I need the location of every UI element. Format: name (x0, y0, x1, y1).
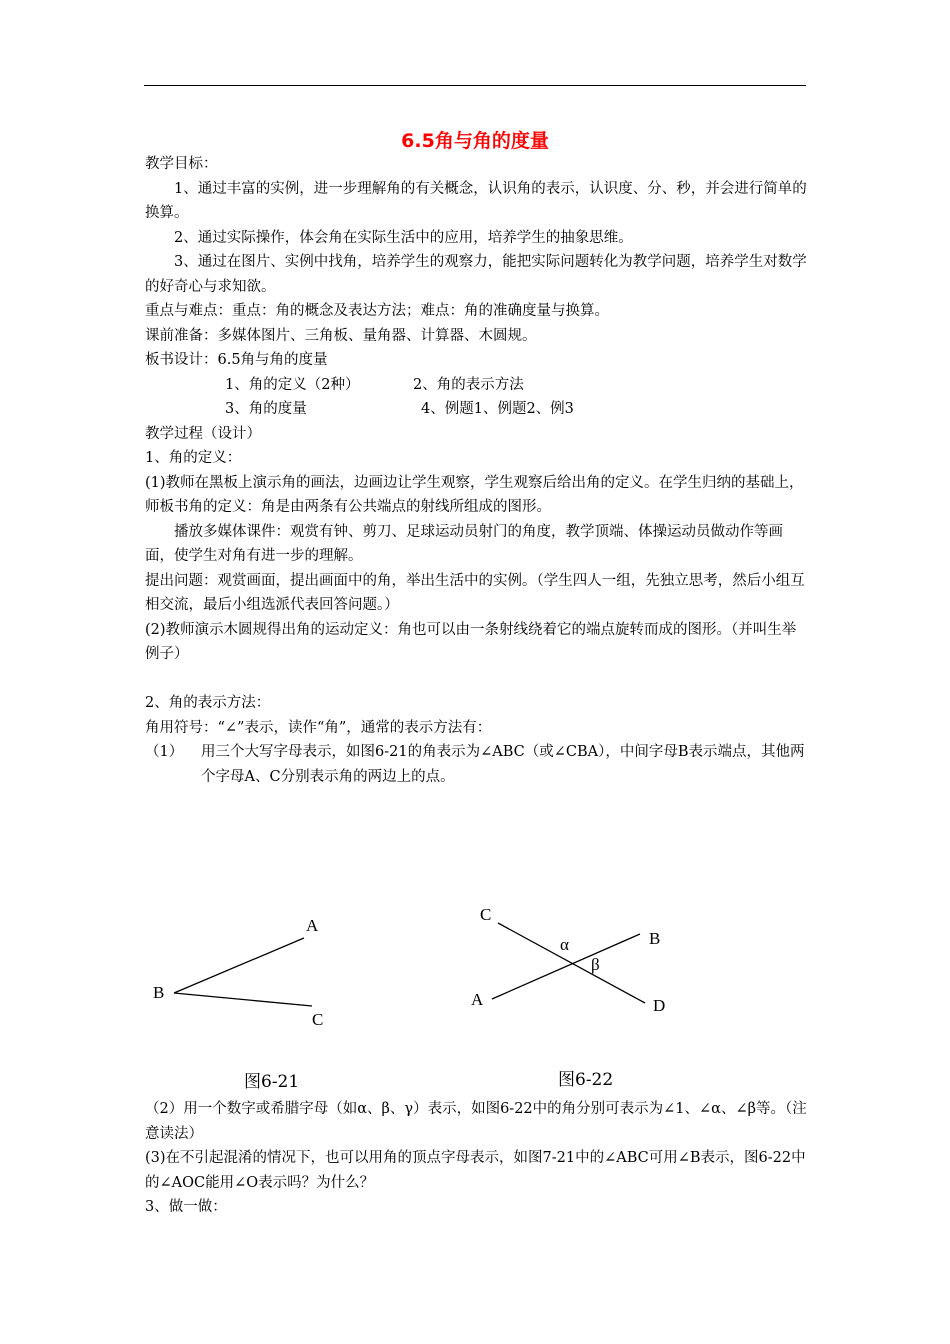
section-1-heading: 1、角的定义： (145, 450, 242, 466)
fig2-label-a: A (471, 990, 484, 1009)
header-rule (144, 85, 806, 86)
section-1-para-2: 播放多媒体课件：观赏有钟、剪刀、足球运动员射门的角度，教学顶端、体操运动员做动作等画面，使学生对角有进一步的理解。 (145, 523, 783, 564)
document-body-continued (145, 1097, 809, 1220)
section-3-heading: 3、做一做： (145, 1199, 227, 1215)
item-1-label: （1） (145, 744, 184, 760)
board-item-3: 3、角的度量 (225, 401, 307, 417)
section-2-symbol: 角用符号：“∠”表示，读作“角”，通常的表示方法有： (145, 719, 492, 736)
board-row-1 (145, 373, 809, 398)
fig2-line-cd (498, 923, 645, 1003)
section-2-item-2: （2）用一个数字或希腊字母（如α、β、γ）表示，如图6-22中的角分别可表示为∠1、∠α、∠β等。（注意读法） (145, 1101, 807, 1142)
fig2-caption: 图6-22 (558, 1070, 614, 1090)
key-points: 重点与难点：重点：角的概念及表达方法；难点：角的准确度量与换算。 (145, 303, 609, 319)
goal-1: 1、通过丰富的实例，进一步理解角的有关概念，认识角的表示，认识度、分、秒，并会进行简单的换算。 (145, 180, 807, 221)
fig2-label-beta: β (591, 955, 600, 974)
fig2-label-alpha: α (560, 935, 569, 954)
goal-3: 3、通过在图片、实例中找角，培养学生的观察力，能把实际问题转化为教学问题，培养学生对数学的好奇心与求知欲。 (145, 254, 807, 295)
page-title: 6.5角与角的度量 (401, 130, 549, 152)
fig1-label-a: A (306, 916, 319, 935)
board-row-2 (145, 397, 809, 422)
preparation: 课前准备：多媒体图片、三角板、量角器、计算器、木圆规。 (145, 327, 537, 344)
section-2-item-1 (145, 740, 809, 789)
item-1-text: 用三个大写字母表示，如图6-21的角表示为∠ABC（或∠CBA），中间字母B表示端点，其他两个字母A、C分别表示角的两边上的点。 (201, 744, 805, 785)
board-heading: 板书设计：6.5角与角的度量 (145, 352, 328, 368)
fig1-ray-bc (174, 993, 312, 1006)
process-heading: 教学过程（设计） (145, 425, 261, 442)
fig1-label-b: B (153, 983, 165, 1002)
document-body (145, 152, 809, 789)
fig2-label-d: D (653, 996, 666, 1015)
board-item-1: 1、角的定义（2种） (225, 376, 360, 393)
goals-heading: 教学目标： (145, 156, 218, 172)
board-item-4: 4、例题1、例题2、例3 (421, 401, 574, 417)
section-1-para-3: 提出问题：观赏画面，提出画面中的角，举出生活中的实例。（学生四人一组，先独立思考，然后小组互相交流，最后小组选派代表回答问题。） (145, 572, 805, 613)
figures (140, 895, 720, 1095)
section-2-heading: 2、角的表示方法： (145, 695, 271, 711)
section-2-item-3: (3)在不引起混淆的情况下，也可以用角的顶点字母表示，如图7-21中的∠ABC可用∠B表示，图6-22中的∠AOC能用∠O表示吗？为什么？ (145, 1150, 806, 1191)
goal-2: 2、通过实际操作，体会角在实际生活中的应用，培养学生的抽象思维。 (174, 229, 633, 246)
fig1-ray-ba (174, 938, 304, 993)
board-item-2: 2、角的表示方法 (413, 376, 524, 393)
fig2-label-b: B (649, 929, 661, 948)
fig2-label-c: C (480, 905, 492, 924)
fig1-caption: 图6-21 (244, 1072, 300, 1092)
section-1-para-1: (1)教师在黑板上演示角的画法，边画边让学生观察，学生观察后给出角的定义。在学生归纳的基础上，师板书角的定义：角是由两条有公共端点的射线所组成的图形。 (145, 474, 804, 515)
figure-svg (140, 895, 720, 1095)
section-1-para-4: (2)教师演示木圆规得出角的运动定义：角也可以由一条射线绕着它的端点旋转而成的图形。（并叫生举例子） (145, 621, 797, 662)
fig1-label-c: C (312, 1010, 324, 1029)
